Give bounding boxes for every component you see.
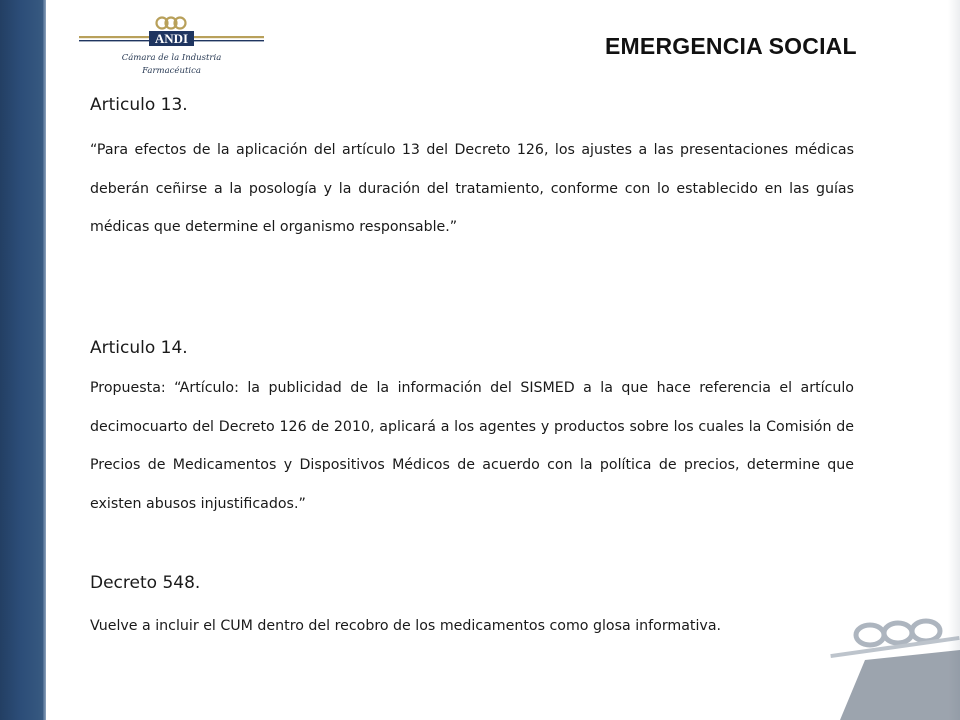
left-decorative-band: [0, 0, 46, 720]
logo-caption-line-2: Farmacéutica: [142, 66, 201, 76]
andi-watermark: [830, 605, 960, 720]
logo-brand-text: ANDI: [154, 31, 189, 46]
slide-title: EMERGENCIA SOCIAL: [605, 33, 857, 59]
paragraph-decreto-548: Vuelve a incluir el CUM dentro del recobro de los medicamentos como glosa informativa.: [90, 618, 722, 634]
logo-caption: [79, 52, 264, 78]
logo-caption-line-1: Cámara de la Industria: [121, 53, 222, 63]
heading-decreto-548: Decreto 548.: [90, 573, 201, 593]
paragraph-articulo-14: Propuesta: “Artículo: la publicidad de la información del SISMED a la que hace referencia el artículo decimocuarto del Decreto 126 de 2010, aplicará a los agentes y productos sobre los cuales la Comisión de Precios de Medicamentos y Dispositivos Médicos de acuerdo con la política de precios, determine que existen abusos injustificados.”: [90, 380, 854, 513]
heading-articulo-13: Articulo 13.: [90, 95, 188, 115]
andi-logo-mark: [79, 14, 264, 50]
andi-logo: [79, 14, 264, 84]
heading-articulo-14: Articulo 14.: [90, 338, 188, 358]
paragraph-articulo-13: “Para efectos de la aplicación del artículo 13 del Decreto 126, los ajustes a las presentaciones médicas deberán ceñirse a la posología y la duración del tratamiento, conforme con lo establecido en las guías médicas que determine el organismo responsable.”: [90, 142, 854, 236]
